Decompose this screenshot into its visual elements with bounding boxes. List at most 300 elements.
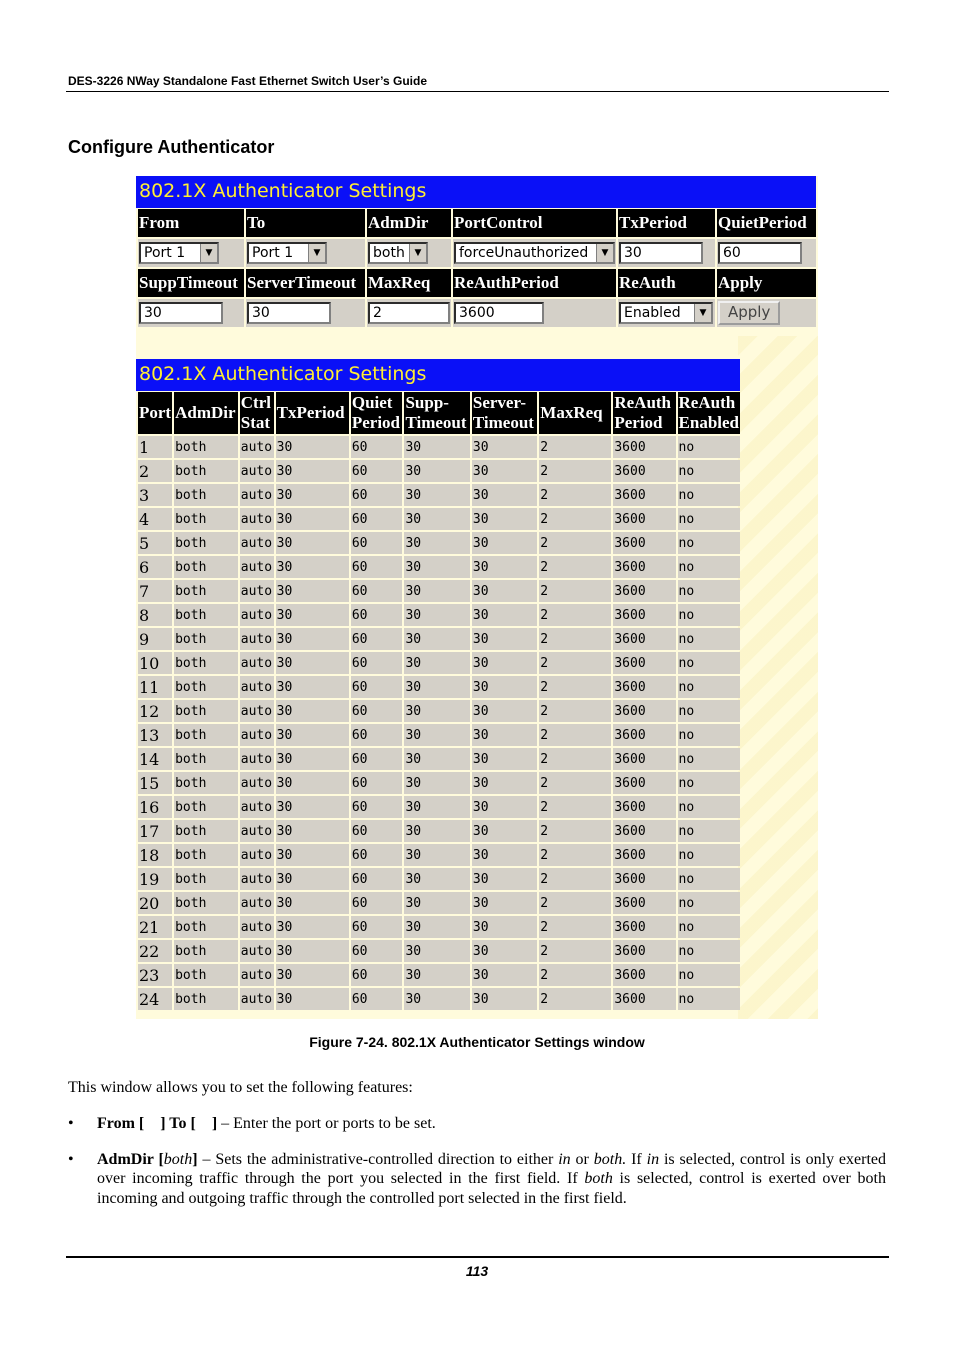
table-row: [138, 676, 740, 698]
cell-reauth-enabled: no: [678, 436, 740, 458]
cell-admdir: both: [174, 820, 238, 842]
cell-server-timeout: 30: [472, 772, 537, 794]
admdir-italic-3: in: [646, 1150, 660, 1168]
cell-reauth-enabled: no: [678, 700, 740, 722]
cell-maxreq: 2: [539, 748, 611, 770]
reauth-cell: [618, 299, 715, 327]
cell-maxreq: 2: [539, 820, 611, 842]
cell-ctrl-stat: auto: [240, 796, 274, 818]
cell-maxreq: 2: [539, 436, 611, 458]
table-row: [138, 844, 740, 866]
cell-server-timeout: 30: [472, 724, 537, 746]
from-term: From [: [97, 1115, 145, 1132]
cell-maxreq: 2: [539, 916, 611, 938]
cell-reauth-period: 3600: [613, 436, 675, 458]
cell-admdir: both: [174, 916, 238, 938]
cell-txperiod: 30: [276, 628, 349, 650]
cell-txperiod: 30: [276, 556, 349, 578]
cell-ctrl-stat: auto: [240, 700, 274, 722]
cell-reauth-enabled: no: [678, 484, 740, 506]
table-body: [138, 436, 740, 1010]
cell-txperiod: 30: [276, 820, 349, 842]
section-title: Configure Authenticator: [68, 137, 275, 157]
cell-server-timeout: 30: [472, 940, 537, 962]
cell-reauth-period: 3600: [613, 460, 675, 482]
table-row: [138, 940, 740, 962]
cell-ctrl-stat: auto: [240, 724, 274, 746]
admdir-cell: [367, 239, 451, 267]
cell-maxreq: 2: [539, 964, 611, 986]
cell-reauth-period: 3600: [613, 580, 675, 602]
cell-ctrl-stat: auto: [240, 748, 274, 770]
cell-quiet-period: 60: [351, 676, 403, 698]
to-term: ] To [: [160, 1115, 196, 1132]
cell-ctrl-stat: auto: [240, 484, 274, 506]
supptimeout-input[interactable]: 30: [139, 302, 223, 324]
cell-port: 2: [138, 460, 172, 482]
cell-port: 10: [138, 652, 172, 674]
table-row: [138, 892, 740, 914]
cell-supp-timeout: 30: [404, 676, 469, 698]
cell-supp-timeout: 30: [404, 604, 469, 626]
cell-admdir: both: [174, 964, 238, 986]
cell-port: 22: [138, 940, 172, 962]
portcontrol-select-value: forceUnauthorized: [459, 245, 589, 261]
chevron-down-icon[interactable]: ▼: [308, 244, 325, 262]
maxreq-input[interactable]: 2: [368, 302, 450, 324]
col-port: Port: [138, 392, 172, 434]
chevron-down-icon[interactable]: ▼: [596, 244, 613, 262]
table-row: [138, 748, 740, 770]
cell-admdir: both: [174, 508, 238, 530]
cell-supp-timeout: 30: [404, 580, 469, 602]
cell-supp-timeout: 30: [404, 796, 469, 818]
portcontrol-cell: [453, 239, 616, 267]
col-reauth-period: ReAuth Period: [613, 392, 675, 434]
cell-supp-timeout: 30: [404, 940, 469, 962]
cell-maxreq: 2: [539, 724, 611, 746]
cell-admdir: both: [174, 868, 238, 890]
cell-port: 16: [138, 796, 172, 818]
cell-port: 21: [138, 916, 172, 938]
cell-quiet-period: 60: [351, 940, 403, 962]
cell-port: 19: [138, 868, 172, 890]
cell-admdir: both: [174, 676, 238, 698]
table-row: [138, 484, 740, 506]
cell-admdir: both: [174, 700, 238, 722]
header-supptimeout: SuppTimeout: [138, 269, 244, 297]
running-header: DES-3226 NWay Standalone Fast Ethernet Switch User’s Guide: [68, 74, 427, 88]
cell-txperiod: 30: [276, 604, 349, 626]
cell-txperiod: 30: [276, 916, 349, 938]
page-number: 113: [465, 1263, 489, 1279]
cell-server-timeout: 30: [472, 964, 537, 986]
cell-reauth-enabled: no: [678, 820, 740, 842]
cell-txperiod: 30: [276, 484, 349, 506]
cell-server-timeout: 30: [472, 868, 537, 890]
background-watermark: [738, 336, 818, 1019]
cell-ctrl-stat: auto: [240, 676, 274, 698]
cell-maxreq: 2: [539, 652, 611, 674]
cell-supp-timeout: 30: [404, 916, 469, 938]
col-admdir: AdmDir: [174, 392, 238, 434]
cell-port: 8: [138, 604, 172, 626]
cell-port: 11: [138, 676, 172, 698]
admdir-italic-4: both: [584, 1170, 613, 1187]
cell-maxreq: 2: [539, 484, 611, 506]
supptimeout-cell: [138, 299, 244, 327]
cell-maxreq: 2: [539, 628, 611, 650]
cell-maxreq: 2: [539, 580, 611, 602]
to-cell: [246, 239, 365, 267]
from-select-value: Port 1: [144, 245, 186, 261]
to-select[interactable]: [247, 242, 327, 264]
table-row: [138, 436, 740, 458]
cell-admdir: both: [174, 604, 238, 626]
cell-ctrl-stat: auto: [240, 844, 274, 866]
cell-server-timeout: 30: [472, 556, 537, 578]
cell-reauth-period: 3600: [613, 628, 675, 650]
list-item: [68, 1150, 886, 1209]
cell-reauth-enabled: no: [678, 532, 740, 554]
cell-maxreq: 2: [539, 676, 611, 698]
cell-quiet-period: 60: [351, 508, 403, 530]
cell-port: 18: [138, 844, 172, 866]
table-row: [138, 628, 740, 650]
cell-server-timeout: 30: [472, 484, 537, 506]
table-row: [138, 988, 740, 1010]
cell-reauth-enabled: no: [678, 724, 740, 746]
cell-supp-timeout: 30: [404, 652, 469, 674]
intro-text: This window allows you to set the following features:: [68, 1079, 413, 1096]
reauthperiod-cell: [453, 299, 616, 327]
footer-rule: [66, 1256, 889, 1258]
admdir-text-1: – Sets the administrative-controlled direction to either: [197, 1150, 559, 1168]
cell-ctrl-stat: auto: [240, 532, 274, 554]
col-server-timeout: Server- Timeout: [472, 392, 537, 434]
cell-port: 12: [138, 700, 172, 722]
table-row: [138, 964, 740, 986]
cell-reauth-enabled: no: [678, 556, 740, 578]
cell-quiet-period: 60: [351, 460, 403, 482]
settings-form: [136, 207, 818, 329]
cell-ctrl-stat: auto: [240, 460, 274, 482]
cell-server-timeout: 30: [472, 748, 537, 770]
cell-reauth-enabled: no: [678, 988, 740, 1010]
cell-txperiod: 30: [276, 580, 349, 602]
cell-supp-timeout: 30: [404, 700, 469, 722]
chevron-down-icon[interactable]: ▼: [200, 244, 217, 262]
cell-admdir: both: [174, 484, 238, 506]
cell-ctrl-stat: auto: [240, 508, 274, 530]
cell-txperiod: 30: [276, 844, 349, 866]
cell-reauth-period: 3600: [613, 820, 675, 842]
cell-quiet-period: 60: [351, 892, 403, 914]
portcontrol-select[interactable]: [454, 242, 615, 264]
cell-ctrl-stat: auto: [240, 916, 274, 938]
cell-reauth-enabled: no: [678, 604, 740, 626]
bullet-icon: •: [68, 1115, 74, 1132]
admdir-text-4: is selected, control is only exerted over incoming traffic through the port you selected in the first field. If: [97, 1150, 887, 1187]
cell-maxreq: 2: [539, 700, 611, 722]
form-title-bar: 802.1X Authenticator Settings: [136, 176, 816, 208]
cell-supp-timeout: 30: [404, 628, 469, 650]
cell-quiet-period: 60: [351, 988, 403, 1010]
table-row: [138, 868, 740, 890]
table-row: [138, 604, 740, 626]
cell-reauth-enabled: no: [678, 964, 740, 986]
cell-txperiod: 30: [276, 532, 349, 554]
cell-maxreq: 2: [539, 940, 611, 962]
cell-reauth-period: 3600: [613, 868, 675, 890]
cell-reauth-period: 3600: [613, 988, 675, 1010]
admdir-term: AdmDir [: [97, 1150, 164, 1168]
cell-reauth-enabled: no: [678, 628, 740, 650]
cell-quiet-period: 60: [351, 532, 403, 554]
cell-ctrl-stat: auto: [240, 628, 274, 650]
cell-quiet-period: 60: [351, 436, 403, 458]
cell-reauth-enabled: no: [678, 460, 740, 482]
admdir-select[interactable]: [368, 242, 428, 264]
table-row: [138, 508, 740, 530]
cell-quiet-period: 60: [351, 628, 403, 650]
cell-supp-timeout: 30: [404, 436, 469, 458]
cell-reauth-enabled: no: [678, 772, 740, 794]
cell-admdir: both: [174, 556, 238, 578]
cell-port: 17: [138, 820, 172, 842]
cell-supp-timeout: 30: [404, 748, 469, 770]
cell-reauth-enabled: no: [678, 844, 740, 866]
cell-txperiod: 30: [276, 868, 349, 890]
cell-txperiod: 30: [276, 772, 349, 794]
maxreq-cell: [367, 299, 451, 327]
quietperiod-input[interactable]: 60: [718, 242, 802, 264]
cell-reauth-period: 3600: [613, 676, 675, 698]
cell-quiet-period: 60: [351, 556, 403, 578]
header-servertimeout: ServerTimeout: [246, 269, 365, 297]
cell-quiet-period: 60: [351, 844, 403, 866]
cell-txperiod: 30: [276, 652, 349, 674]
servertimeout-cell: [246, 299, 365, 327]
cell-quiet-period: 60: [351, 916, 403, 938]
cell-reauth-enabled: no: [678, 580, 740, 602]
cell-reauth-period: 3600: [613, 484, 675, 506]
cell-quiet-period: 60: [351, 580, 403, 602]
cell-supp-timeout: 30: [404, 844, 469, 866]
cell-reauth-period: 3600: [613, 556, 675, 578]
authenticator-screenshot: [136, 176, 818, 1019]
cell-supp-timeout: 30: [404, 460, 469, 482]
from-select[interactable]: [139, 242, 219, 264]
cell-admdir: both: [174, 796, 238, 818]
col-quiet-period: Quiet Period: [351, 392, 403, 434]
form-header-row-2: [138, 269, 816, 297]
cell-reauth-enabled: no: [678, 676, 740, 698]
cell-txperiod: 30: [276, 892, 349, 914]
table-row: [138, 652, 740, 674]
cell-ctrl-stat: auto: [240, 436, 274, 458]
cell-quiet-period: 60: [351, 868, 403, 890]
cell-port: 20: [138, 892, 172, 914]
cell-maxreq: 2: [539, 532, 611, 554]
cell-server-timeout: 30: [472, 628, 537, 650]
cell-server-timeout: 30: [472, 916, 537, 938]
cell-admdir: both: [174, 532, 238, 554]
table-row: [138, 556, 740, 578]
cell-maxreq: 2: [539, 868, 611, 890]
header-reauth: ReAuth: [618, 269, 715, 297]
cell-ctrl-stat: auto: [240, 892, 274, 914]
col-txperiod: TxPeriod: [276, 392, 349, 434]
header-reauthperiod: ReAuthPeriod: [453, 269, 616, 297]
cell-server-timeout: 30: [472, 652, 537, 674]
cell-port: 5: [138, 532, 172, 554]
header-portcontrol: PortControl: [453, 209, 616, 237]
table-row: [138, 532, 740, 554]
header-maxreq: MaxReq: [367, 269, 451, 297]
bullet-icon: •: [68, 1150, 74, 1168]
cell-port: 13: [138, 724, 172, 746]
col-ctrl-stat: Ctrl Stat: [240, 392, 274, 434]
feature-list: [68, 1114, 886, 1224]
table-row: [138, 700, 740, 722]
cell-admdir: both: [174, 580, 238, 602]
cell-supp-timeout: 30: [404, 772, 469, 794]
cell-quiet-period: 60: [351, 820, 403, 842]
form-header-row-1: [138, 209, 816, 237]
cell-maxreq: 2: [539, 844, 611, 866]
cell-reauth-enabled: no: [678, 748, 740, 770]
admdir-text-3: If: [626, 1150, 647, 1168]
cell-admdir: both: [174, 844, 238, 866]
cell-txperiod: 30: [276, 460, 349, 482]
cell-port: 7: [138, 580, 172, 602]
cell-port: 24: [138, 988, 172, 1010]
cell-txperiod: 30: [276, 796, 349, 818]
cell-reauth-period: 3600: [613, 532, 675, 554]
cell-ctrl-stat: auto: [240, 652, 274, 674]
port-settings-table: [136, 390, 742, 1012]
cell-maxreq: 2: [539, 772, 611, 794]
cell-quiet-period: 60: [351, 652, 403, 674]
cell-reauth-period: 3600: [613, 724, 675, 746]
cell-reauth-period: 3600: [613, 508, 675, 530]
cell-supp-timeout: 30: [404, 484, 469, 506]
cell-server-timeout: 30: [472, 988, 537, 1010]
quietperiod-cell: [717, 239, 816, 267]
cell-supp-timeout: 30: [404, 724, 469, 746]
cell-quiet-period: 60: [351, 748, 403, 770]
from-cell: [138, 239, 244, 267]
cell-supp-timeout: 30: [404, 532, 469, 554]
cell-reauth-enabled: no: [678, 508, 740, 530]
cell-admdir: both: [174, 988, 238, 1010]
cell-port: 1: [138, 436, 172, 458]
cell-maxreq: 2: [539, 796, 611, 818]
cell-admdir: both: [174, 940, 238, 962]
cell-ctrl-stat: auto: [240, 868, 274, 890]
txperiod-cell: [618, 239, 715, 267]
cell-supp-timeout: 30: [404, 556, 469, 578]
table-row: [138, 460, 740, 482]
cell-supp-timeout: 30: [404, 820, 469, 842]
cell-server-timeout: 30: [472, 460, 537, 482]
cell-maxreq: 2: [539, 460, 611, 482]
cell-quiet-period: 60: [351, 484, 403, 506]
admdir-term-italic: both: [163, 1150, 193, 1168]
cell-ctrl-stat: auto: [240, 604, 274, 626]
cell-ctrl-stat: auto: [240, 820, 274, 842]
chevron-down-icon[interactable]: ▼: [694, 304, 711, 322]
cell-reauth-enabled: no: [678, 892, 740, 914]
cell-quiet-period: 60: [351, 604, 403, 626]
cell-txperiod: 30: [276, 436, 349, 458]
cell-admdir: both: [174, 460, 238, 482]
cell-server-timeout: 30: [472, 436, 537, 458]
servertimeout-input[interactable]: 30: [247, 302, 331, 324]
cell-reauth-period: 3600: [613, 940, 675, 962]
admdir-text-5: is selected, control is exerted over both incoming and outgoing traffic through the controlled port selected in the first field.: [97, 1170, 887, 1207]
apply-button[interactable]: Apply: [718, 301, 780, 325]
table-row: [138, 724, 740, 746]
cell-reauth-period: 3600: [613, 652, 675, 674]
admdir-italic-1: in: [558, 1150, 571, 1168]
cell-supp-timeout: 30: [404, 508, 469, 530]
txperiod-input[interactable]: 30: [619, 242, 703, 264]
cell-reauth-period: 3600: [613, 964, 675, 986]
admdir-italic-2: both.: [593, 1150, 627, 1168]
cell-port: 4: [138, 508, 172, 530]
cell-reauth-period: 3600: [613, 916, 675, 938]
cell-port: 15: [138, 772, 172, 794]
cell-admdir: both: [174, 892, 238, 914]
cell-server-timeout: 30: [472, 796, 537, 818]
cell-server-timeout: 30: [472, 604, 537, 626]
cell-supp-timeout: 30: [404, 868, 469, 890]
cell-server-timeout: 30: [472, 532, 537, 554]
cell-admdir: both: [174, 724, 238, 746]
col-reauth-enabled: ReAuth Enabled: [678, 393, 740, 432]
table-row: [138, 916, 740, 938]
cell-reauth-period: 3600: [613, 700, 675, 722]
reauth-select-value: Enabled: [624, 305, 681, 321]
table-row: [138, 820, 740, 842]
cell-maxreq: 2: [539, 988, 611, 1010]
col-maxreq: MaxReq: [539, 392, 611, 434]
admdir-text-2: or: [570, 1150, 594, 1168]
reauthperiod-input[interactable]: 3600: [454, 302, 544, 324]
table-header-row: [138, 392, 740, 434]
cell-quiet-period: 60: [351, 772, 403, 794]
cell-reauth-period: 3600: [613, 748, 675, 770]
cell-ctrl-stat: auto: [240, 772, 274, 794]
cell-quiet-period: 60: [351, 724, 403, 746]
chevron-down-icon[interactable]: ▼: [409, 244, 426, 262]
cell-txperiod: 30: [276, 940, 349, 962]
cell-ctrl-stat: auto: [240, 988, 274, 1010]
cell-reauth-period: 3600: [613, 844, 675, 866]
header-apply: Apply: [717, 269, 816, 297]
col-supp-timeout: Supp- Timeout: [404, 392, 469, 434]
cell-reauth-enabled: no: [678, 916, 740, 938]
header-quietperiod: QuietPeriod: [717, 209, 816, 237]
cell-maxreq: 2: [539, 556, 611, 578]
reauth-select[interactable]: [619, 302, 713, 324]
cell-txperiod: 30: [276, 964, 349, 986]
cell-ctrl-stat: auto: [240, 940, 274, 962]
cell-quiet-period: 60: [351, 796, 403, 818]
cell-server-timeout: 30: [472, 580, 537, 602]
